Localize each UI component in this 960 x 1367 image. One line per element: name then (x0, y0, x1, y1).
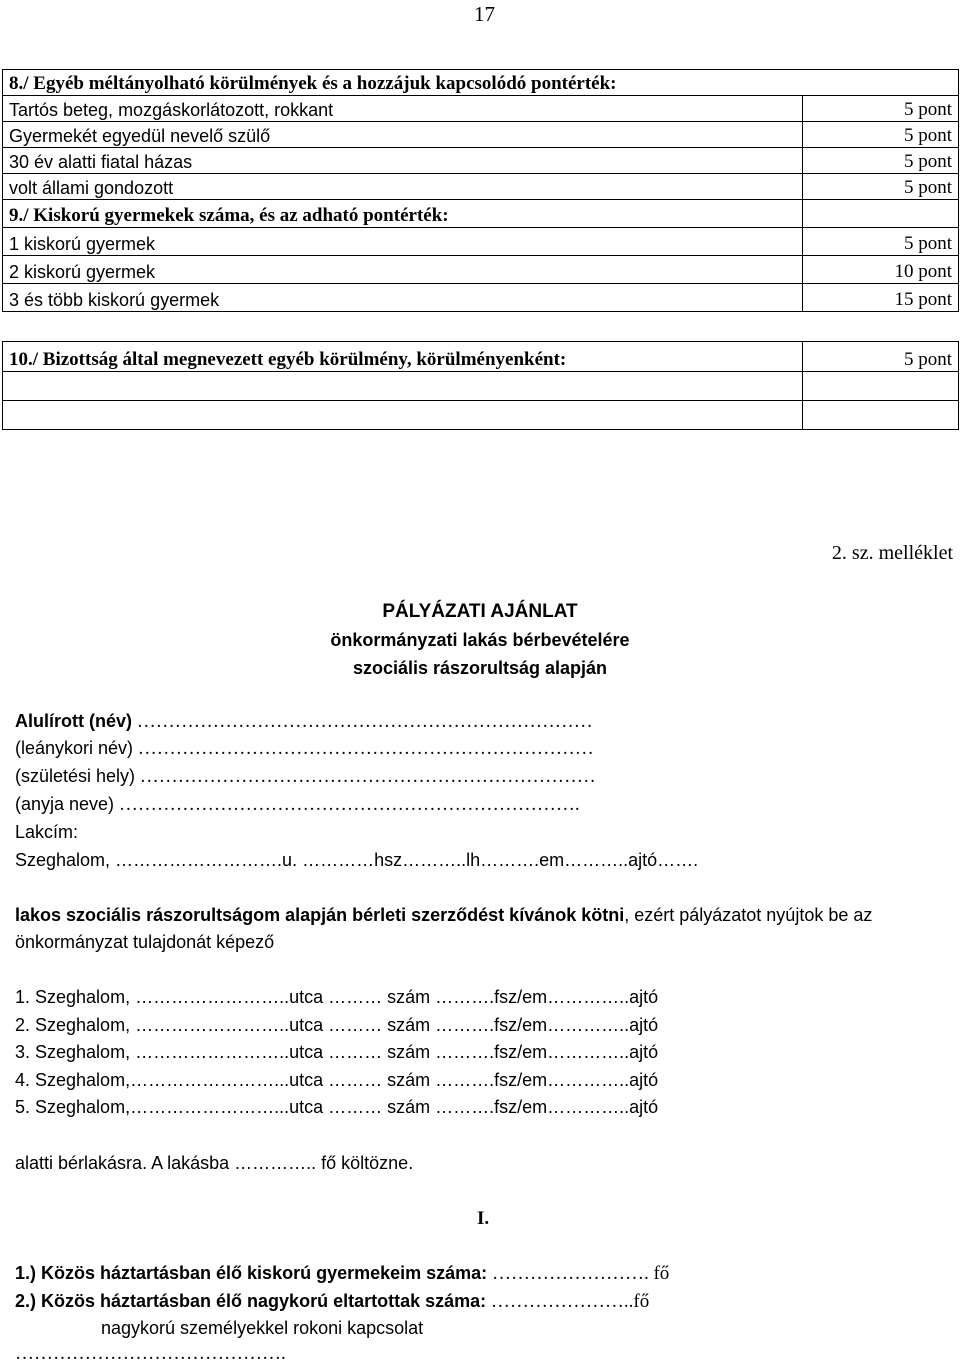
table-row (3, 228, 959, 256)
question-2-dots: …………………..fő (490, 1291, 650, 1312)
birthplace-label: (születési hely) (15, 766, 136, 786)
section-roman-numeral: I. (477, 1208, 490, 1229)
statement-bold: lakos szociális rászorultságom alapján bérleti szerződést kívánok kötni (15, 905, 625, 925)
name-dots: ……………………………………………………………… (136, 711, 593, 732)
section-9-title: 9./ Kiskorú gyermekek száma, és az adható pontérték: (3, 200, 803, 228)
section-10-row (3, 342, 959, 372)
list-item: 4. Szeghalom,……………………...utca ……… szám ……….fsz/em…………..ajtó (15, 1069, 659, 1090)
question-1 (15, 1260, 669, 1287)
title-line-1: PÁLYÁZATI AJÁNLAT (382, 601, 578, 622)
section-8-header-row (3, 70, 959, 96)
item-label: Tartós beteg, mozgáskorlátozott, rokkant (3, 96, 803, 122)
birthplace-line (15, 764, 698, 788)
table-row (3, 174, 959, 200)
annex-label: 2. sz. melléklet (831, 542, 953, 564)
address-line: Szeghalom, ……………………….u. …………hsz………..lh……….em………..ajtó……. (15, 850, 699, 870)
item-label: 2 kiskorú gyermek (3, 256, 803, 284)
item-points: 5 pont (803, 122, 959, 148)
table-row (3, 284, 959, 312)
item-points: 5 pont (803, 96, 959, 122)
list-item: 5. Szeghalom,……………………...utca ……… szám ……….fsz/em…………..ajtó (15, 1097, 659, 1117)
statement-normal: , ezért pályázatot nyújtok be az önkormányzat tulajdonát képező (15, 905, 873, 952)
table-row (3, 96, 959, 122)
item-label: volt állami gondozott (3, 174, 803, 200)
name-line (15, 708, 698, 734)
residents-line: alatti bérlakásra. A lakásba ………….. fő költözne. (15, 1153, 414, 1173)
points-table (2, 69, 959, 312)
title-line-3: szociális rászorultság alapján (352, 658, 608, 678)
mother-label: (anyja neve) (15, 794, 115, 814)
section-10-table (2, 341, 959, 430)
birthplace-dots: ……………………………………………………………… (139, 766, 596, 787)
item-label: 1 kiskorú gyermek (3, 228, 803, 256)
section-10-points: 5 pont (803, 342, 959, 372)
item-points: 5 pont (803, 228, 959, 256)
list-item: 3. Szeghalom, ……………………..utca ……… szám ……….fsz/em…………..ajtó (15, 1042, 659, 1062)
question-1-label: 1.) Közös háztartásban élő kiskorú gyermekeim száma: (15, 1263, 488, 1283)
empty-row (3, 372, 959, 401)
mother-name-line (15, 792, 698, 816)
table-row (3, 148, 959, 174)
name-label: Alulírott (név) (15, 711, 132, 731)
table-row (3, 256, 959, 284)
item-points: 5 pont (803, 148, 959, 174)
section-9-header-row (3, 200, 959, 228)
item-label: 3 és több kiskorú gyermek (3, 284, 803, 312)
section-8-title: 8./ Egyéb méltányolható körülmények és a hozzájuk kapcsolódó pontérték: (3, 70, 803, 96)
page-title (0, 598, 960, 682)
item-points: 15 pont (803, 284, 959, 312)
item-label: Gyermekét egyedül nevelő szülő (3, 122, 803, 148)
address-list (15, 984, 658, 1122)
address-label: Lakcím: (15, 822, 79, 842)
item-points: 5 pont (803, 174, 959, 200)
list-item: 2. Szeghalom, ……………………..utca ……… szám ……….fsz/em…………..ajtó (15, 1014, 659, 1035)
relation-dots: ……………………………………. (15, 1343, 286, 1364)
section-10-title: 10./ Bizottság által megnevezett egyéb körülmény, körülményenként: (3, 342, 803, 372)
mother-dots: ………………………………………………………………. (118, 794, 580, 815)
maiden-dots: ……………………………………………………………… (137, 738, 594, 759)
question-1-dots: ……………………. fő (491, 1263, 670, 1284)
page-number: 17 (474, 2, 495, 26)
list-item: 1. Szeghalom, ……………………..utca ……… szám ……….fsz/em…………..ajtó (15, 987, 659, 1007)
item-label: 30 év alatti fiatal házas (3, 148, 803, 174)
table-row (3, 122, 959, 148)
empty-row (3, 401, 959, 430)
statement-paragraph (15, 902, 955, 956)
title-line-2: önkormányzati lakás bérbevételére (330, 630, 630, 650)
maiden-label: (leánykori név) (15, 738, 134, 758)
relation-label: nagykorú személyekkel rokoni kapcsolat (101, 1318, 424, 1338)
item-points: 10 pont (803, 256, 959, 284)
maiden-name-line (15, 736, 698, 760)
personal-data-block (15, 708, 698, 872)
question-2-label: 2.) Közös háztartásban élő nagykorú eltartottak száma: (15, 1291, 487, 1311)
question-2 (15, 1288, 649, 1315)
